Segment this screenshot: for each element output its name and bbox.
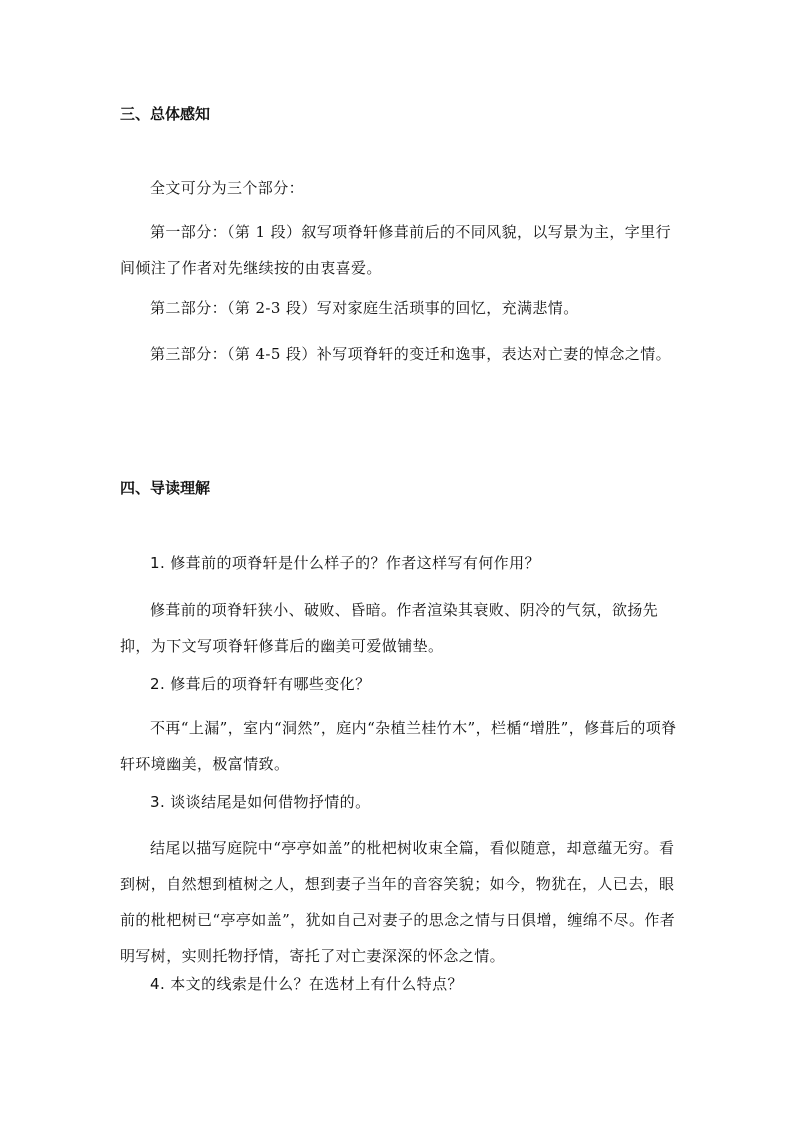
- answer-2: 不再“上漏”，室内“洞然”，庭内“杂植兰桂竹木”，栏楯“增胜”，修葺后的项脊轩环境幽美，极富情致。: [120, 719, 677, 773]
- answer-1: 修葺前的项脊轩狭小、破败、昏暗。作者渲染其衰败、阴冷的气氛，欲扬先抑，为下文写项脊轩修葺后的幽美可爱做铺垫。: [120, 601, 659, 655]
- part-1-paragraph: 第一部分：（第 1 段）叙写项脊轩修葺前后的不同风貌，以写景为主，字里行间倾注了作者对先继续按的由衷喜爱。: [120, 223, 671, 277]
- answer-3: 结尾以描写庭院中“亭亭如盖”的枇杷树收束全篇，看似随意，却意蕴无穷。看到树，自然想到植树之人，想到妻子当年的音容笑貌；如今，物犹在，人已去，眼前的枇杷树已“亭亭如盖”，犹如自己对妻子的思念之情与日俱增，缠绵不尽。作者明写树，实则托物抒情，寄托了对亡妻深深的怀念之情。: [120, 839, 676, 965]
- question-1: 1. 修葺前的项脊轩是什么样子的？作者这样写有何作用？: [150, 554, 540, 572]
- section-3-intro: 全文可分为三个部分：: [150, 179, 305, 197]
- question-4: 4. 本文的线索是什么？在选材上有什么特点？: [150, 975, 463, 993]
- question-3: 3. 谈谈结尾是如何借物抒情的。: [150, 793, 371, 811]
- part-3-paragraph: 第三部分：（第 4-5 段）补写项脊轩的变迁和逸事，表达对亡妻的悼念之情。: [150, 345, 671, 363]
- section-3-heading: 三、总体感知: [120, 105, 211, 123]
- section-4-heading: 四、导读理解: [120, 479, 211, 497]
- part-2-paragraph: 第二部分：（第 2-3 段）写对家庭生活琐事的回忆，充满悲情。: [150, 299, 579, 317]
- question-2: 2. 修葺后的项脊轩有哪些变化？: [150, 675, 371, 693]
